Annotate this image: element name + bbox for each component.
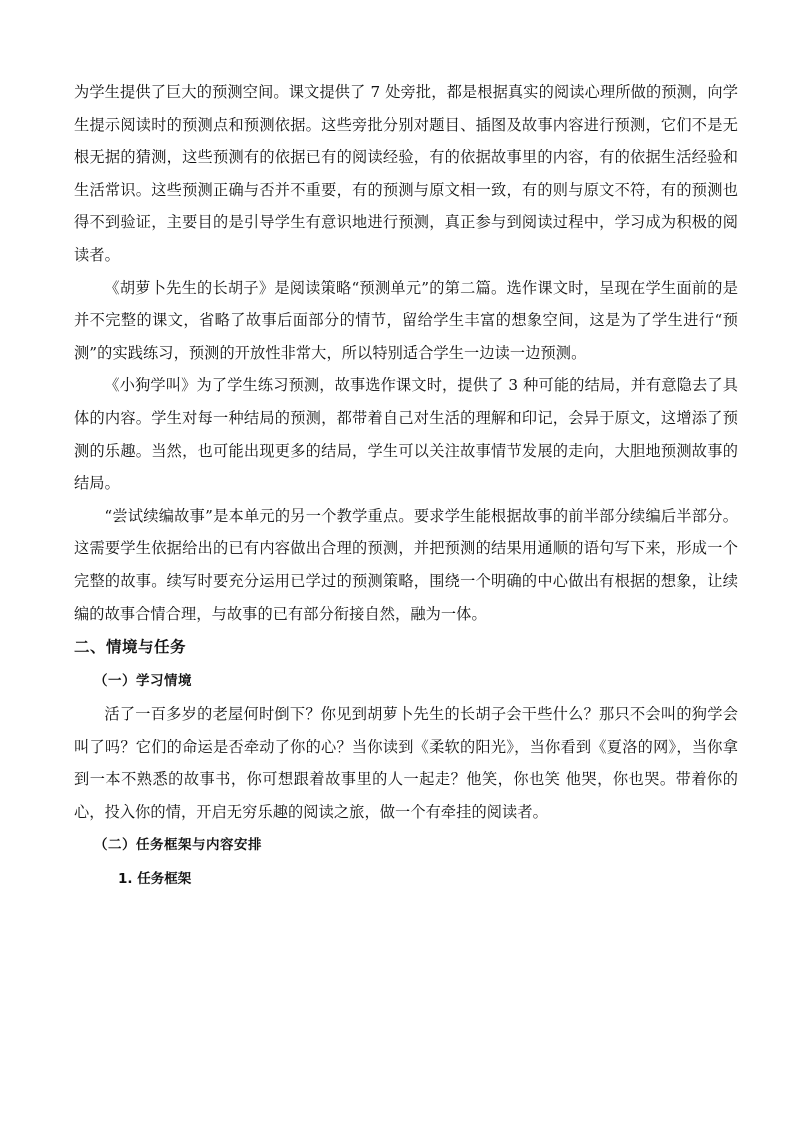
paragraph-learning-situation: 活了一百多岁的老屋何时倒下？你见到胡萝卜先生的长胡子会干些什么？那只不会叫的狗学会叫了吗？它们的命运是否牵动了你的心？当你读到《柔软的阳光》，当你看到《夏洛的网》，当你拿到一本不熟悉的故事书，你可想跟着故事里的人一起走？他笑，你也笑 他哭，你也哭。带着你的心，投入你的情，开启无穷乐趣的阅读之旅，做一个有牵挂的阅读者。 (74, 705, 738, 821)
section-heading-situation-task: 二、情境与任务 (74, 638, 187, 657)
paragraph-prediction-space: 为学生提供了巨大的预测空间。课文提供了 7 处旁批，都是根据真实的阅读心理所做的预测，向学生提示阅读时的预测点和预测依据。这些旁批分别对题目、插图及故事内容进行预测，它们不是无根无据的猜测，这些预测有的依据已有的阅读经验，有的依据故事里的内容，有的依据生活经验和生活常识。这些预测正确与否并不重要，有的预测与原文相一致，有的则与原文不符，有的预测也得不到验证，主要目的是引导学生有意识地进行预测，真正参与到阅读过程中，学习成为积极的阅读者。 (74, 83, 738, 264)
paragraph-continue-story: “尝试续编故事”是本单元的另一个教学重点。要求学生能根据故事的前半部分续编后半部分。这需要学生依据给出的已有内容做出合理的预测，并把预测的结果用通顺的语句写下来，形成一个完整的故事。续写时要充分运用已学过的预测策略，围绕一个明确的中心做出有根据的想象，让续编的故事合情合理，与故事的已有部分衔接自然，融为一体。 (74, 506, 738, 623)
subsubheading-task-frame: 1. 任务框架 (118, 871, 192, 888)
subheading-task-framework: （二）任务框架与内容安排 (94, 837, 262, 854)
subheading-learning-situation: （一）学习情境 (94, 673, 192, 690)
paragraph-carrot-beard: 《胡萝卜先生的长胡子》是阅读策略“预测单元”的第二篇。选作课文时，呈现在学生面前的是并不完整的课文，省略了故事后面部分的情节，留给学生丰富的想象空间，这是为了学生进行“预测”的实践练习，预测的开放性非常大，所以特别适合学生一边读一边预测。 (74, 278, 738, 362)
paragraph-puppy-bark: 《小狗学叫》为了学生练习预测，故事选作课文时，提供了 3 种可能的结局，并有意隐去了具体的内容。学生对每一种结局的预测，都带着自己对生活的理解和印记，会异于原文，这增添了预测的乐趣。当然，也可能出现更多的结局，学生可以关注故事情节发展的走向，大胆地预测故事的结局。 (74, 376, 738, 493)
document-page (74, 76, 738, 896)
